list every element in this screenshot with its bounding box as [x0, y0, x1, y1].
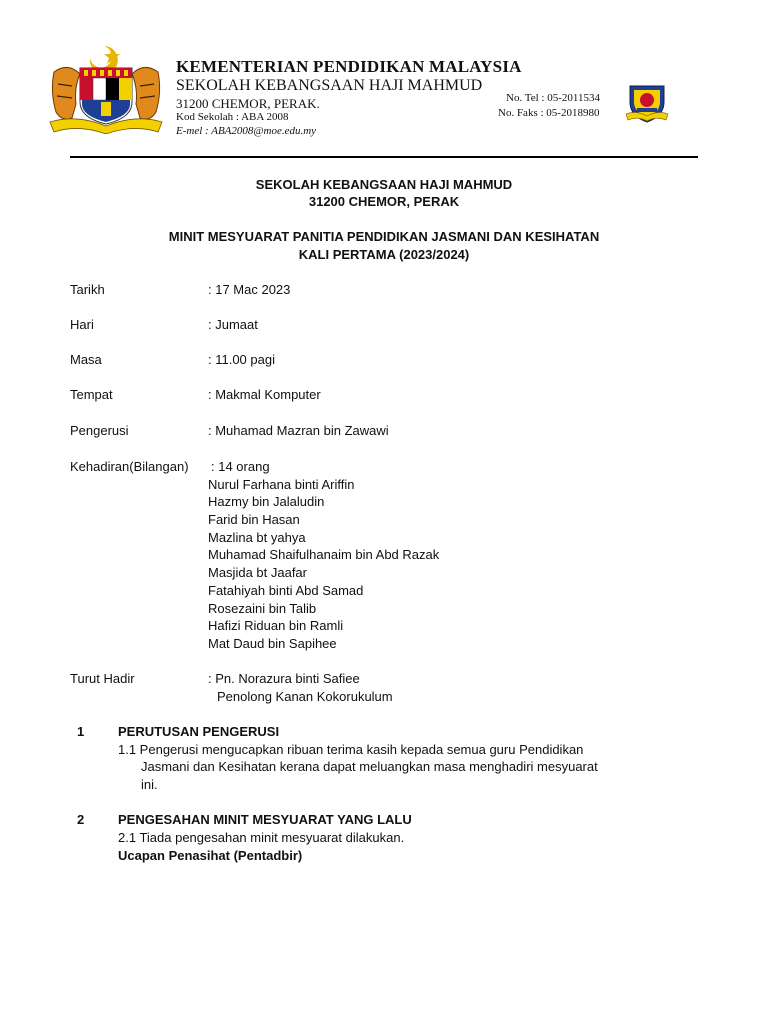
- also-present-role: Penolong Kanan Kokorukulum: [217, 689, 393, 704]
- school-fax: No. Faks : 05-2018980: [498, 107, 600, 119]
- detail-value-time: : 11.00 pagi: [208, 352, 275, 367]
- section-paragraph-line: 1.1 Pengerusi mengucapkan ribuan terima kasih kepada semua guru Pendidikan: [118, 742, 584, 757]
- detail-label-chairman: Pengerusi: [70, 423, 129, 438]
- attendee-name: Masjida bt Jaafar: [208, 565, 307, 580]
- detail-value-venue: : Makmal Komputer: [208, 387, 321, 402]
- detail-label-venue: Tempat: [70, 387, 113, 402]
- school-address: 31200 CHEMOR, PERAK.: [176, 96, 320, 111]
- heading-school: SEKOLAH KEBANGSAAN HAJI MAHMUD: [255, 177, 513, 192]
- attendance-count: : 14 orang: [211, 459, 270, 474]
- section-paragraph-line: 2.1 Tiada pengesahan minit mesyuarat dilakukan.: [118, 830, 405, 845]
- also-present-label: Turut Hadir: [70, 671, 135, 686]
- school-phone: No. Tel : 05-2011534: [506, 92, 600, 104]
- school-name: SEKOLAH KEBANGSAAN HAJI MAHMUD: [176, 77, 483, 94]
- ministry-name: KEMENTERIAN PENDIDIKAN MALAYSIA: [176, 57, 522, 76]
- also-present-name: : Pn. Norazura binti Safiee: [208, 671, 360, 686]
- detail-value-date: : 17 Mac 2023: [208, 282, 291, 297]
- letterhead-divider: [70, 156, 698, 158]
- attendee-name: Hazmy bin Jalaludin: [208, 494, 325, 509]
- document-title: MINIT MESYUARAT PANITIA PENDIDIKAN JASMANI DAN KESIHATAN: [168, 229, 600, 244]
- detail-label-date: Tarikh: [70, 282, 105, 297]
- section-paragraph-line: Jasmani dan Kesihatan kerana dapat meluangkan masa menghadiri mesyuarat: [141, 759, 598, 774]
- section-subheading: Ucapan Penasihat (Pentadbir): [118, 848, 303, 863]
- detail-label-time: Masa: [70, 352, 102, 367]
- school-email: E-mel : ABA2008@moe.edu.my: [176, 125, 317, 137]
- attendee-name: Rosezaini bin Talib: [208, 601, 317, 616]
- heading-address: 31200 CHEMOR, PERAK: [308, 194, 460, 209]
- attendee-name: Mazlina bt yahya: [208, 530, 306, 545]
- attendee-name: Mat Daud bin Sapihee: [208, 636, 337, 651]
- detail-value-day: : Jumaat: [208, 317, 258, 332]
- document-subtitle: KALI PERTAMA (2023/2024): [298, 247, 470, 262]
- section-paragraph-line: ini.: [141, 777, 158, 792]
- attendee-name: Nurul Farhana binti Ariffin: [208, 477, 355, 492]
- section-title: PENGESAHAN MINIT MESYUARAT YANG LALU: [118, 812, 412, 827]
- section-number: 2: [77, 812, 85, 827]
- attendee-name: Hafizi Riduan bin Ramli: [208, 618, 344, 633]
- school-code: Kod Sekolah : ABA 2008: [176, 111, 289, 123]
- detail-label-day: Hari: [70, 317, 94, 332]
- school-badge-icon: [624, 78, 670, 124]
- malaysia-coat-of-arms-icon: [46, 44, 166, 134]
- attendance-label: Kehadiran(Bilangan): [70, 459, 189, 474]
- attendee-name: Muhamad Shaifulhanaim bin Abd Razak: [208, 547, 440, 562]
- detail-value-chairman: : Muhamad Mazran bin Zawawi: [208, 423, 389, 438]
- section-title: PERUTUSAN PENGERUSI: [118, 724, 280, 739]
- attendee-name: Fatahiyah binti Abd Samad: [208, 583, 364, 598]
- section-number: 1: [77, 724, 85, 739]
- attendee-name: Farid bin Hasan: [208, 512, 300, 527]
